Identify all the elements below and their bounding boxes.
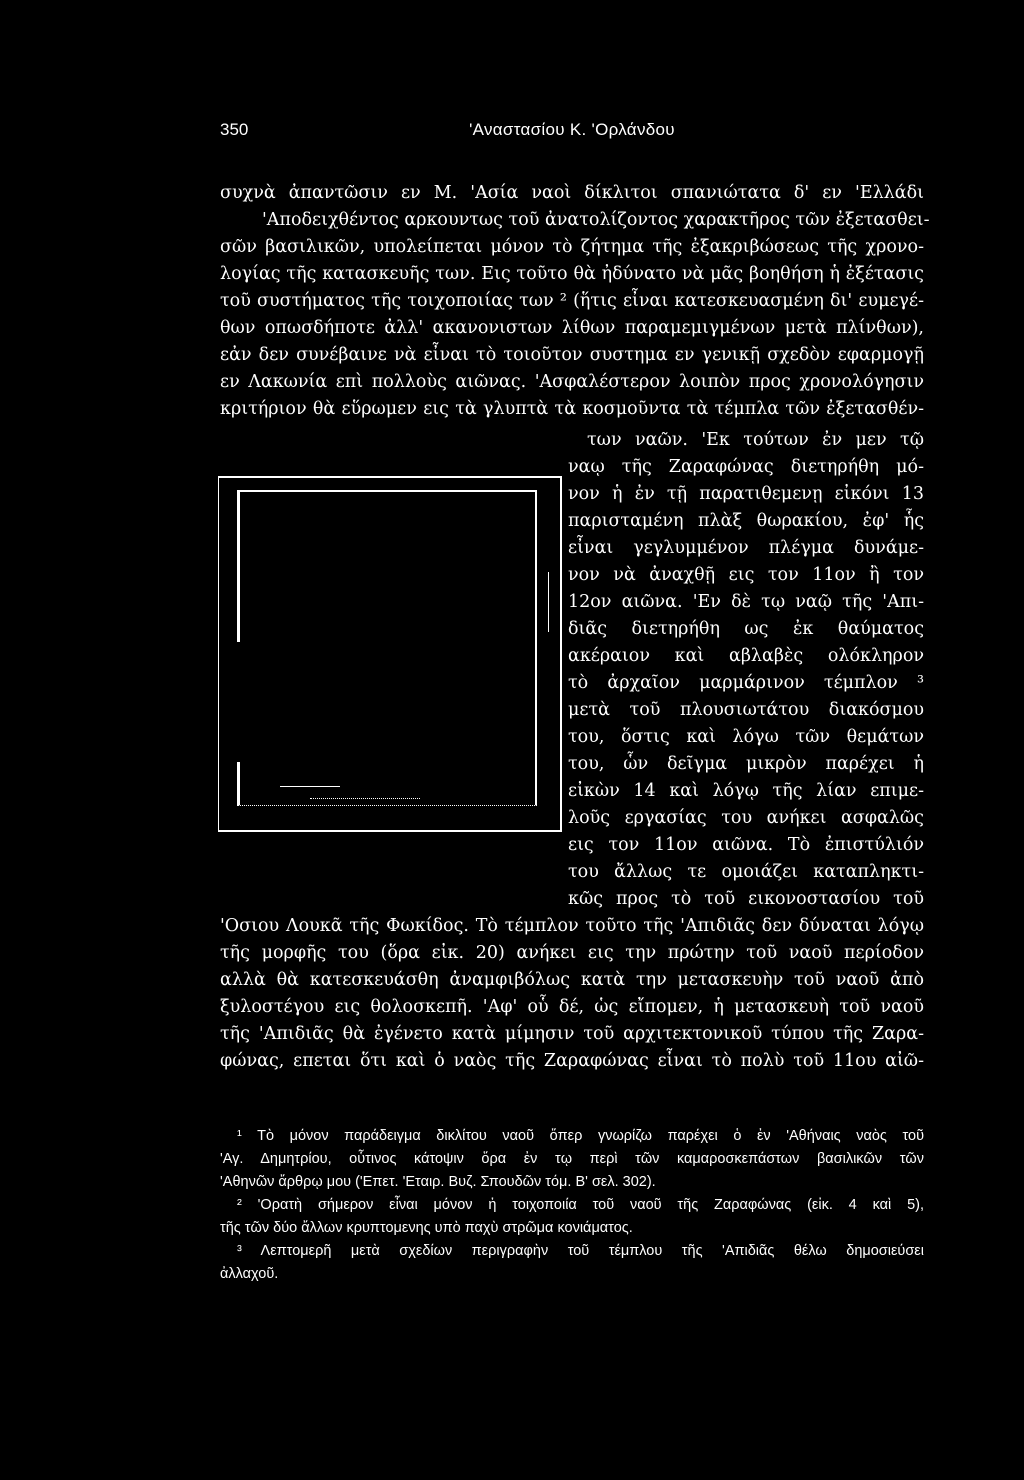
body-line: τῆς 'Απιδιᾶς θὰ ἐγένετο κατὰ μίμησιν τοῦ αρχιτεκτονικοῦ τύπου τῆς Ζαρα- xyxy=(220,1024,924,1044)
wrap-line: 12ον αιῶνα. 'Εν δὲ τῳ ναῷ τῆς 'Απι- xyxy=(568,592,924,612)
body-line: εν Λακωνία επὶ πολλοὺς αιῶνας. 'Ασφαλέστερον λοιπὸν προς χρονολόγησιν xyxy=(220,372,924,392)
wrap-line: νον ἡ ἐν τῇ παρατιθεμενῃ εἰκόνι 13 xyxy=(568,484,924,504)
wrap-line: παρισταμένη πλὰξ θωρακίου, ἐφ' ἧς xyxy=(568,511,924,531)
body-line: σῶν βασιλικῶν, υπολείπεται μόνον τὸ ζήτημα τῆς ἐξακριβώσεως τῆς χρονο- xyxy=(220,237,924,257)
wrap-line: ακέραιον καὶ αβλαβὲς ολόκληρον xyxy=(568,646,924,666)
footnote-line: 'Αγ. Δημητρίου, οὗτινος κάτοψιν ὅρα ἐν τῳ περὶ τῶν καμαροσκεπάστων βασιλικῶν τῶν xyxy=(220,1151,924,1167)
wrap-line: ναῳ τῆς Ζαραφώνας διετηρήθη μό- xyxy=(568,457,924,477)
wrap-line: του ἄλλως τε ομοιάζει καταπληκτι- xyxy=(568,862,924,882)
wrap-line: νον νὰ ἀναχθῇ εις τον 11ον ἢ τον xyxy=(568,565,924,585)
body-line: ξυλοστέγου εις θολοσκεπῆ. 'Αφ' οὗ δέ, ὡς εἴπομεν, ἡ μετασκευὴ τοῦ ναοῦ xyxy=(220,997,924,1017)
body-line: συχνὰ ἀπαντῶσιν εν Μ. 'Ασία ναοὶ δίκλιτοι σπανιώτατα δ' εν 'Ελλάδι xyxy=(220,183,924,203)
wrap-line: τὸ ἀρχαῖον μαρμάρινον τέμπλον ³ xyxy=(568,673,924,693)
page-header xyxy=(220,120,924,150)
footnote-line: 'Αθηνῶν ἄρθρῳ μου ('Επετ. 'Εταιρ. Βυζ. Σπουδῶν τόμ. Β' σελ. 302). xyxy=(220,1174,656,1190)
running-head: 'Αναστασίου Κ. 'Ορλάνδου xyxy=(469,120,675,139)
footnote-line: ἀλλαχοῦ. xyxy=(220,1266,279,1282)
body-line: φώνας, επεται ὅτι καὶ ὁ ναὸς τῆς Ζαραφώνας εἶναι τὸ πολὺ τοῦ 11ου αἰῶ- xyxy=(220,1051,924,1071)
wrap-line: των ναῶν. 'Εκ τούτων ἐν μεν τῷ xyxy=(587,430,924,450)
wrap-line: του, ὅστις καὶ λόγω τῶν θεμάτων xyxy=(568,727,924,747)
page-number: 350 xyxy=(220,120,249,139)
body-line: τοῦ συστήματος τῆς τοιχοποιίας των ² (ἥτις εἶναι κατεσκευασμένη δι' ευμεγέ- xyxy=(220,291,924,311)
wrap-line: του, ὧν δεῖγμα μικρὸν παρέχει ἡ xyxy=(568,754,924,774)
body-line: αλλὰ θὰ κατεσκευάσθη ἀναμφιβόλως κατὰ την μετασκευὴν τοῦ ναοῦ ἀπὸ xyxy=(220,970,924,990)
figure-plate-frame xyxy=(218,476,562,832)
wrap-line: λοῦς εργασίας του ανήκει ασφαλῶς xyxy=(568,808,924,828)
figure-plate-panel xyxy=(237,490,537,806)
body-line: κριτήριον θὰ εὕρωμεν εις τὰ γλυπτὰ τὰ κοσμοῦντα τὰ τέμπλα τῶν ἐξετασθέν- xyxy=(220,399,924,419)
body-line: εἀν δεν συνέβαινε νὰ εἶναι τὸ τοιοῦτον συστημα εν γενικῇ σχεδὸν εφαρμογῇ xyxy=(220,345,924,365)
body-line: λογίας τῆς κατασκευῆς των. Εις τοῦτο θὰ ἠδύνατο νὰ μᾶς βοηθήση ἡ ἐξέτασις xyxy=(220,264,924,284)
body-line: θων οπωσδήποτε ἀλλ' ακανονιστων λίθων παραμεμιγμένων μετὰ πλίνθων), xyxy=(220,318,924,338)
body-line: 'Αποδειχθέντος αρκουντως τοῦ ἀνατολίζοντος χαρακτῆρος τῶν ἐξετασθει- xyxy=(262,210,930,230)
footnote-line: ³ Λεπτομερῆ μετὰ σχεδίων περιγραφὴν τοῦ τέμπλου τῆς 'Απιδιᾶς θέλω δημοσιεύσει xyxy=(237,1243,924,1259)
footnote-line: ¹ Τὸ μόνον παράδειγμα δικλίτου ναοῦ ὅπερ γνωρίζω παρέχει ὁ ἐν 'Αθήναις ναὸς τοῦ xyxy=(237,1128,924,1144)
wrap-line: εις τον 11ον αιῶνα. Τὸ ἐπιστύλιόν xyxy=(568,835,924,855)
body-line: τῆς μορφῆς του (ὅρα εἰκ. 20) ανήκει εις την πρώτην τοῦ ναοῦ περίοδον xyxy=(220,943,924,963)
body-line: 'Οσιου Λουκᾶ τῆς Φωκίδος. Τὸ τέμπλον τοῦτο τῆς 'Απιδιᾶς δεν δύναται λόγῳ xyxy=(220,916,924,936)
wrap-line: εἰκὼν 14 καὶ λόγῳ τῆς λίαν επιμε- xyxy=(568,781,924,801)
wrap-line: εἶναι γεγλυμμένον πλέγμα δυνάμε- xyxy=(568,538,924,558)
wrap-line: διᾶς διετηρήθη ως ἐκ θαύματος xyxy=(568,619,924,639)
footnote-line: ² 'Ορατὴ σήμερον εἶναι μόνον ἡ τοιχοποιία τοῦ ναοῦ τῆς Ζαραφώνας (εἰκ. 4 καὶ 5), xyxy=(237,1197,924,1213)
wrap-line: κῶς προς τὸ τοῦ εικονοστασίου τοῦ xyxy=(568,889,924,909)
wrap-line: μετὰ τοῦ πλουσιωτάτου διακόσμου xyxy=(568,700,924,720)
footnote-line: τῆς τῶν δύο ἄλλων κρυπτομενης υπὸ παχὺ στρῶμα κονιάματος. xyxy=(220,1220,633,1236)
